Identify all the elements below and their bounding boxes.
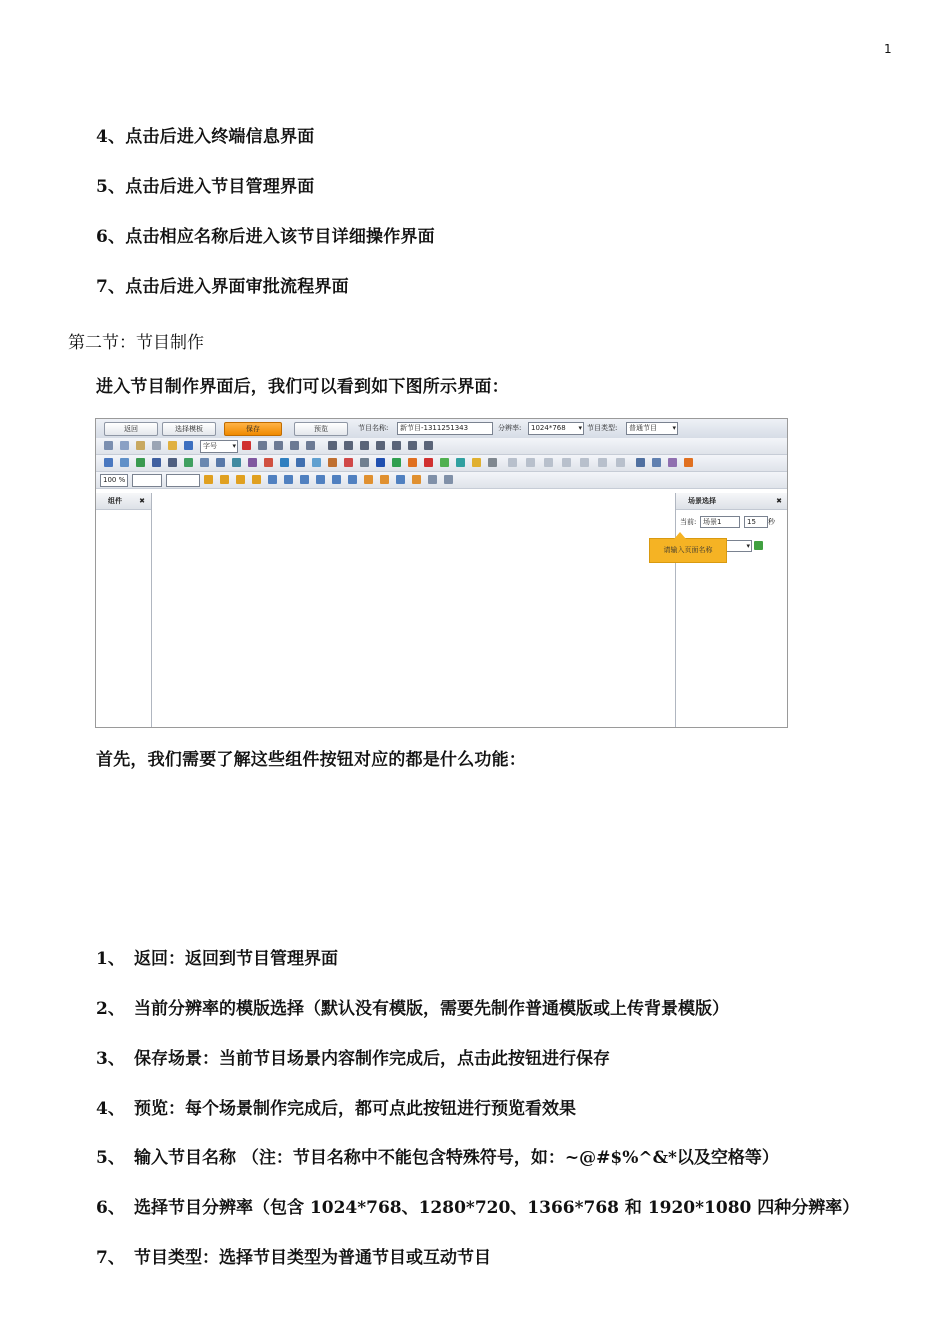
align-middle-object-icon[interactable] — [268, 475, 277, 484]
button-icon[interactable] — [360, 458, 369, 467]
bold-icon[interactable] — [258, 441, 267, 450]
flag-icon[interactable] — [488, 458, 497, 467]
components-panel-header — [96, 493, 151, 510]
paste-icon[interactable] — [136, 441, 145, 450]
format-toolbar — [96, 438, 787, 455]
program-type-value: 普通节目 — [629, 424, 657, 432]
scene-name-tooltip: 请输入页面名称 — [649, 538, 727, 563]
layer-up-icon[interactable] — [508, 458, 517, 467]
ungroup-icon[interactable] — [598, 458, 607, 467]
resolution-label: 分辨率: — [498, 424, 522, 432]
export-icon[interactable] — [652, 458, 661, 467]
layout-toolbar — [96, 472, 787, 489]
date-icon[interactable] — [312, 458, 321, 467]
same-height-icon[interactable] — [348, 475, 357, 484]
program-type-select[interactable] — [626, 422, 678, 435]
settings-icon[interactable] — [636, 458, 645, 467]
position-input[interactable] — [132, 474, 162, 487]
lock-icon[interactable] — [616, 458, 625, 467]
copy-icon[interactable] — [120, 441, 129, 450]
function-item — [96, 1243, 491, 1268]
add-scene-icon[interactable] — [754, 541, 763, 550]
chevron-down-icon: ▾ — [232, 442, 236, 450]
outdent-icon[interactable] — [424, 441, 433, 450]
function-text: 预览：每个场景制作完成后，都可点此按钮进行预览看效果 — [134, 1099, 576, 1119]
zoom-input[interactable]: 100 % — [100, 474, 128, 487]
function-text: 节目类型：选择节目类型为普通节目或互动节目 — [134, 1248, 491, 1268]
align-left-object-icon[interactable] — [204, 475, 213, 484]
design-canvas[interactable] — [152, 493, 674, 727]
editor-screenshot — [95, 418, 788, 728]
delete-icon[interactable] — [152, 441, 161, 450]
word-doc-icon[interactable] — [376, 458, 385, 467]
main-toolbar — [96, 419, 787, 439]
italic-icon[interactable] — [274, 441, 283, 450]
intro-step-7: 7、点击后进入界面审批流程界面 — [96, 277, 349, 297]
preview-button[interactable]: 预览 — [294, 422, 348, 436]
function-text: 保存场景：当前节目场景内容制作完成后，点击此按钮进行保存 — [134, 1049, 610, 1069]
font-size-select[interactable] — [200, 440, 238, 453]
back-button[interactable]: 返回 — [104, 422, 158, 436]
scene-panel-title: 场景选择 — [688, 497, 716, 505]
components-panel — [96, 493, 152, 727]
function-item — [96, 944, 338, 969]
text-color-icon[interactable] — [242, 441, 251, 450]
chevron-down-icon: ▾ — [672, 424, 676, 432]
indent-icon[interactable] — [408, 441, 417, 450]
cut-icon[interactable] — [104, 441, 113, 450]
lead-paragraph: 首先，我们需要了解这些组件按钮对应的都是什么功能： — [96, 750, 526, 770]
tools-icon[interactable] — [668, 458, 677, 467]
intro-step-5: 5、点击后进入节目管理界面 — [96, 177, 315, 197]
group-icon[interactable] — [580, 458, 589, 467]
function-item — [96, 1143, 779, 1168]
scroll-text-icon[interactable] — [184, 458, 193, 467]
globe-icon[interactable] — [456, 458, 465, 467]
same-size-icon[interactable] — [364, 475, 373, 484]
component-toolbar — [96, 455, 787, 472]
function-item — [96, 1044, 610, 1069]
weather-icon[interactable] — [232, 458, 241, 467]
intro-step-6: 6、点击相应名称后进入该节目详细操作界面 — [96, 227, 435, 247]
rss-icon[interactable] — [280, 458, 289, 467]
ordered-list-icon[interactable] — [376, 441, 385, 450]
refresh-icon[interactable] — [440, 458, 449, 467]
video-component-icon[interactable] — [136, 458, 145, 467]
align-left-icon[interactable] — [328, 441, 337, 450]
scene-panel-header — [676, 493, 788, 510]
web-page-icon[interactable] — [216, 458, 225, 467]
layer-down-icon[interactable] — [526, 458, 535, 467]
ppt-doc-icon[interactable] — [408, 458, 417, 467]
clock-icon[interactable] — [248, 458, 257, 467]
scene-duration-input[interactable]: 15 — [744, 516, 768, 528]
font-size-value: 字号 — [203, 442, 217, 450]
align-right-object-icon[interactable] — [236, 475, 245, 484]
help-icon[interactable] — [684, 458, 693, 467]
function-number: 3、 — [96, 1049, 125, 1069]
excel-doc-icon[interactable] — [392, 458, 401, 467]
components-panel-title: 组件 — [108, 497, 122, 505]
image-component-icon[interactable] — [104, 458, 113, 467]
chevron-down-icon: ▾ — [578, 424, 582, 432]
save-button[interactable]: 保存 — [224, 422, 282, 436]
close-icon[interactable]: ✖ — [139, 497, 145, 505]
program-name-label: 节目名称: — [358, 424, 389, 432]
grid-icon[interactable] — [428, 475, 437, 484]
resolution-select[interactable] — [528, 422, 584, 435]
align-center-icon[interactable] — [344, 441, 353, 450]
calendar-icon[interactable] — [296, 458, 305, 467]
function-item — [96, 1094, 576, 1119]
section-title: 第二节：节目制作 — [68, 333, 204, 353]
scene-name-input[interactable]: 场景1 — [700, 516, 740, 528]
function-number: 5、 — [96, 1148, 125, 1168]
function-number: 7、 — [96, 1248, 125, 1268]
function-item — [96, 994, 729, 1019]
text-component-icon[interactable] — [168, 458, 177, 467]
audio-icon[interactable] — [328, 458, 337, 467]
function-number: 1、 — [96, 949, 125, 969]
distribute-h-icon[interactable] — [300, 475, 309, 484]
current-scene-label: 当前: — [680, 518, 697, 526]
seconds-unit: 秒 — [768, 518, 775, 526]
function-text: 当前分辨率的模版选择（默认没有模版，需要先制作普通模版或上传背景模版） — [134, 999, 729, 1019]
function-number: 2、 — [96, 999, 125, 1019]
snap-icon[interactable] — [444, 475, 453, 484]
center-h-icon[interactable] — [380, 475, 389, 484]
table-icon[interactable] — [200, 458, 209, 467]
resolution-value: 1024*768 — [531, 424, 566, 432]
function-number: 4、 — [96, 1099, 125, 1119]
chevron-down-icon: ▾ — [746, 542, 750, 550]
scene-panel — [675, 493, 788, 727]
function-number: 6、 — [96, 1198, 125, 1218]
pdf-doc-icon[interactable] — [424, 458, 433, 467]
select-template-button[interactable]: 选择模板 — [162, 422, 216, 436]
function-text: 选择节目分辨率（包含 1024*768、1280*720、1366*768 和 1920*1080 四种分辨率） — [134, 1198, 860, 1218]
close-icon[interactable]: ✖ — [776, 497, 782, 505]
page-number: 1 — [884, 42, 892, 56]
intro-paragraph: 进入节目制作界面后，我们可以看到如下图所示界面： — [96, 377, 509, 397]
intro-step-4: 4、点击后进入终端信息界面 — [96, 127, 315, 147]
picture-component-icon[interactable] — [120, 458, 129, 467]
camera-icon[interactable] — [344, 458, 353, 467]
stock-icon[interactable] — [264, 458, 273, 467]
strikethrough-icon[interactable] — [306, 441, 315, 450]
underline-icon[interactable] — [290, 441, 299, 450]
unordered-list-icon[interactable] — [392, 441, 401, 450]
size-input[interactable] — [166, 474, 200, 487]
center-v-icon[interactable] — [396, 475, 405, 484]
layer-bottom-icon[interactable] — [562, 458, 571, 467]
font-color-icon[interactable] — [184, 441, 193, 450]
function-item — [96, 1193, 859, 1218]
marquee-icon[interactable] — [472, 458, 481, 467]
program-name-input[interactable]: 新节目-1311251343 — [397, 422, 493, 435]
align-right-icon[interactable] — [360, 441, 369, 450]
flash-component-icon[interactable] — [152, 458, 161, 467]
function-text: 输入节目名称 （注：节目名称中不能包含特殊符号，如：~@#$%^&*以及空格等） — [134, 1148, 779, 1168]
align-top-object-icon[interactable] — [252, 475, 261, 484]
function-text: 返回：返回到节目管理界面 — [134, 949, 338, 969]
program-type-label: 节目类型: — [587, 424, 618, 432]
same-width-icon[interactable] — [332, 475, 341, 484]
distribute-v-icon[interactable] — [316, 475, 325, 484]
layer-top-icon[interactable] — [544, 458, 553, 467]
format-brush-icon[interactable] — [168, 441, 177, 450]
align-center-object-icon[interactable] — [220, 475, 229, 484]
fit-icon[interactable] — [412, 475, 421, 484]
align-bottom-object-icon[interactable] — [284, 475, 293, 484]
